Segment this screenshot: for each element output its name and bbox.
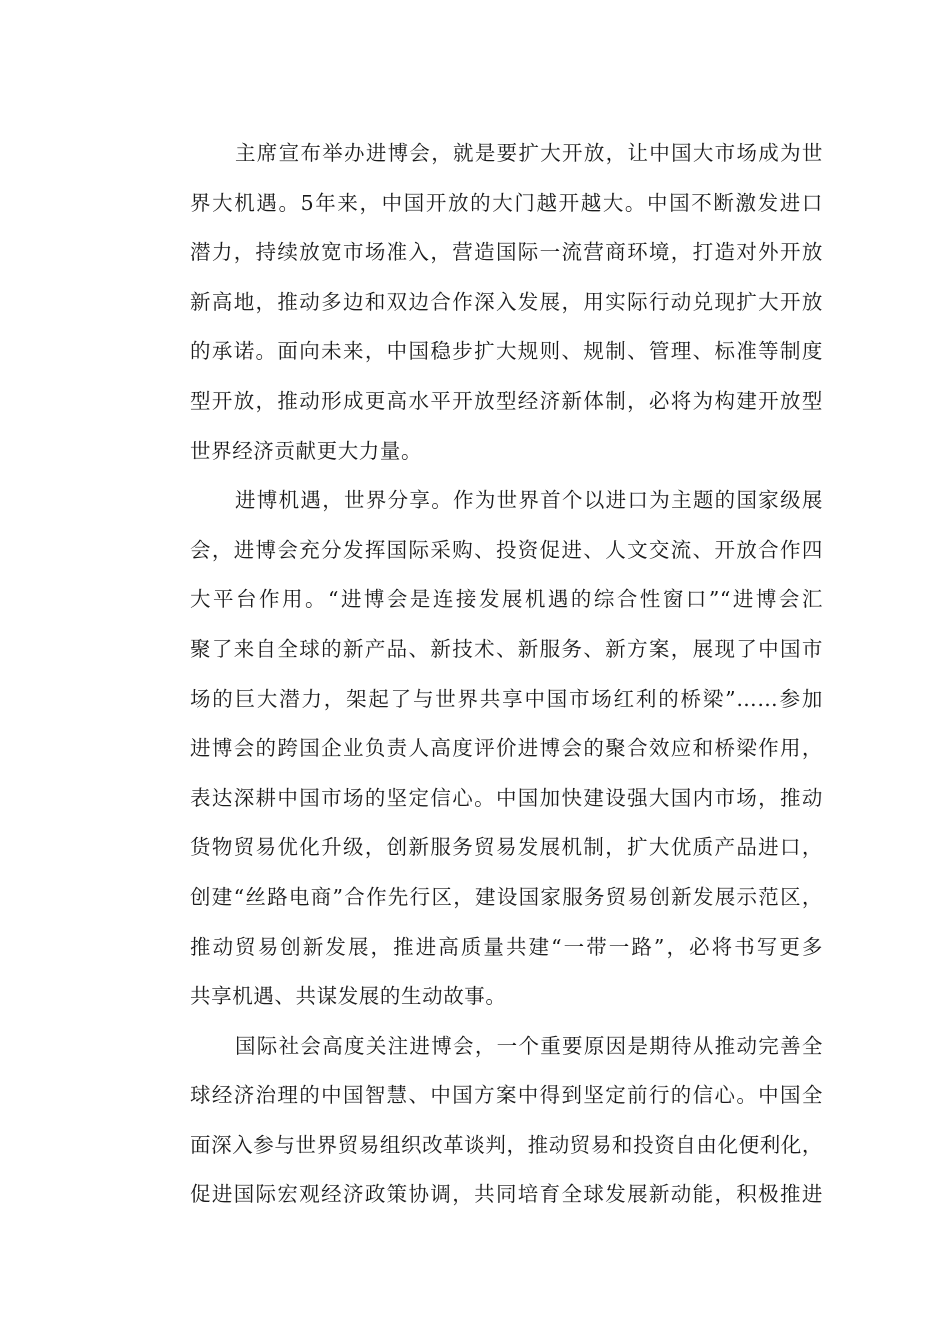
- text-line: 大平台作用。“进博会是连接发展机遇的综合性窗口”“进博会汇: [190, 587, 823, 612]
- text-line: 潜力，持续放宽市场准入，营造国际一流营商环境，打造对外开放: [190, 240, 823, 265]
- text-line: 会，进博会充分发挥国际采购、投资促进、人文交流、开放合作四: [190, 537, 823, 562]
- text-line: 场的巨大潜力，架起了与世界共享中国市场红利的桥梁”……参加: [190, 686, 823, 711]
- text-line: 世界经济贡献更大力量。: [190, 438, 423, 463]
- text-line: 国际社会高度关注进博会，一个重要原因是期待从推动完善全: [235, 1033, 823, 1058]
- text-line: 货物贸易优化升级，创新服务贸易发展机制，扩大优质产品进口，: [190, 835, 823, 860]
- text-line: 新高地，推动多边和双边合作深入发展，用实际行动兑现扩大开放: [190, 289, 823, 314]
- text-line: 推动贸易创新发展，推进高质量共建“一带一路”，必将书写更多: [190, 934, 823, 959]
- paragraph-1: [145, 129, 823, 476]
- text-line: 界大机遇。5年来，中国开放的大门越开越大。中国不断激发进口: [190, 190, 823, 215]
- text-line: 进博机遇，世界分享。作为世界首个以进口为主题的国家级展: [235, 488, 823, 513]
- text-line: 共享机遇、共谋发展的生动故事。: [190, 984, 507, 1009]
- document-page: [145, 129, 823, 1220]
- text-line: 球经济治理的中国智慧、中国方案中得到坚定前行的信心。中国全: [190, 1083, 823, 1108]
- paragraph-2: [145, 476, 823, 1022]
- text-line: 促进国际宏观经济政策协调，共同培育全球发展新动能，积极推进: [190, 1182, 823, 1207]
- text-line: 聚了来自全球的新产品、新技术、新服务、新方案，展现了中国市: [190, 636, 823, 661]
- text-line: 主席宣布举办进博会，就是要扩大开放，让中国大市场成为世: [235, 141, 823, 165]
- paragraph-3: [145, 1022, 823, 1220]
- text-line: 型开放，推动形成更高水平开放型经济新体制，必将为构建开放型: [190, 388, 823, 413]
- text-line: 表达深耕中国市场的坚定信心。中国加快建设强大国内市场，推动: [190, 785, 823, 810]
- text-line: 的承诺。面向未来，中国稳步扩大规则、规制、管理、标准等制度: [190, 339, 823, 364]
- text-line: 面深入参与世界贸易组织改革谈判，推动贸易和投资自由化便利化，: [190, 1132, 823, 1157]
- text-line: 创建“丝路电商”合作先行区，建设国家服务贸易创新发展示范区，: [190, 884, 823, 909]
- text-line: 进博会的跨国企业负责人高度评价进博会的聚合效应和桥梁作用，: [190, 736, 823, 761]
